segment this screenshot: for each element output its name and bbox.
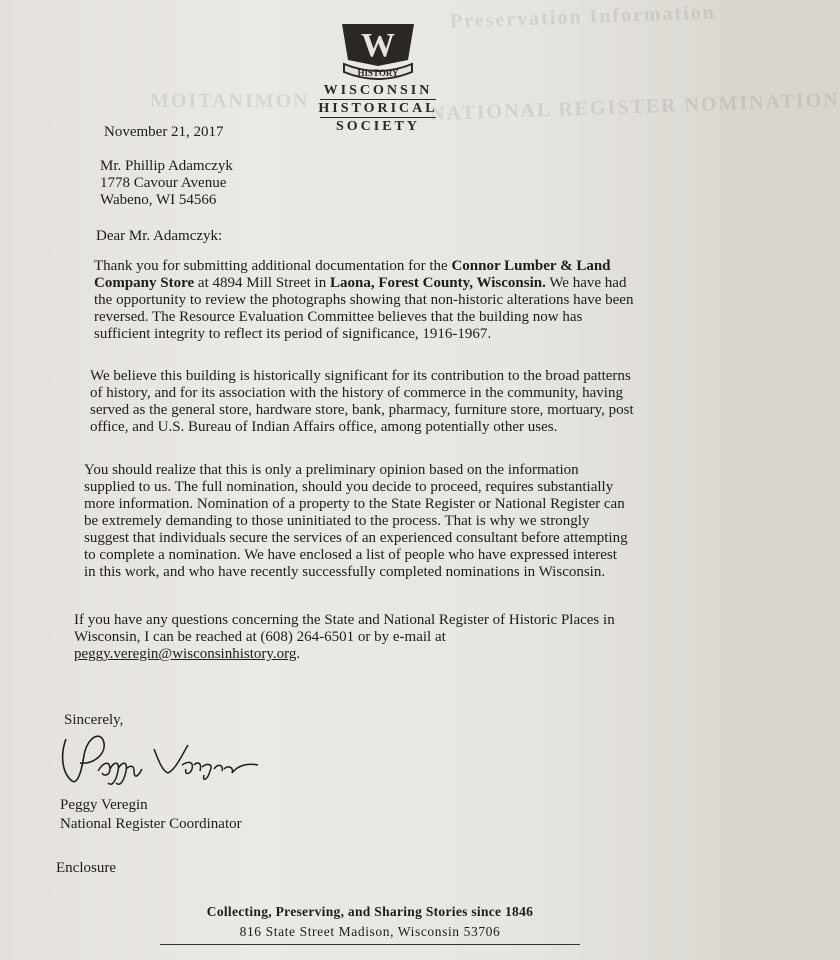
- paragraph-line: We believe this building is historically significant for its contribution to the broad patterns: [90, 368, 631, 384]
- paragraph-line: peggy.veregin@wisconsinhistory.org.: [74, 646, 301, 662]
- email-link[interactable]: peggy.veregin@wisconsinhistory.org: [74, 646, 297, 662]
- w-history-badge-icon: [328, 20, 428, 82]
- bleed-through-text: NATIONAL REGISTER NOMINATION: [429, 88, 840, 126]
- paragraph-line: Company Store at 4894 Mill Street in Laona, Forest County, Wisconsin. We have had: [94, 275, 627, 291]
- footer-tagline: Collecting, Preserving, and Sharing Stories since 1846: [206, 904, 534, 919]
- logo-wordmark-line: HISTORICAL: [318, 101, 438, 116]
- signer-block: [60, 796, 242, 834]
- wisconsin-historical-society-logo: [318, 20, 438, 135]
- paragraph-line: reversed. The Resource Evaluation Committee believes that the building now has: [94, 309, 583, 325]
- paragraph-line: the opportunity to review the photographs showing that non-historic alterations have been: [94, 292, 634, 308]
- paragraph-2: [90, 368, 634, 436]
- svg-text:HISTORY: HISTORY: [357, 68, 399, 78]
- paragraph-line: You should realize that this is only a preliminary opinion based on the information: [84, 462, 579, 478]
- logo-wordmark-line: WISCONSIN: [323, 83, 433, 98]
- paragraph-1: [94, 258, 633, 343]
- letterhead-footer: [180, 904, 560, 945]
- paragraph-line: Wisconsin, I can be reached at (608) 264-6501 or by e-mail at: [74, 629, 446, 645]
- svg-text:W: W: [361, 27, 395, 64]
- paragraph-3: [84, 462, 628, 581]
- paragraph-line: in this work, and who have recently successfully completed nominations in Wisconsin.: [84, 564, 606, 580]
- paragraph-line: be extremely demanding to those uninitiated to the process. That is why we strongly: [84, 513, 590, 529]
- paragraph-line: office, and U.S. Bureau of Indian Affairs office, among potentially other uses.: [90, 419, 558, 435]
- footer-address: 816 State Street Madison, Wisconsin 53706: [239, 924, 501, 939]
- paragraph-line: suggest that individuals secure the services of an experienced consultant before attempting: [84, 530, 628, 546]
- enclosure-note: Enclosure: [56, 860, 116, 876]
- signer-name: Peggy Veregin: [60, 797, 148, 813]
- letter-date: November 21, 2017: [104, 124, 224, 140]
- paragraph-line: sufficient integrity to reflect its period of significance, 1916-1967.: [94, 326, 492, 342]
- bleed-through-text: Preservation Information: [449, 1, 717, 33]
- recipient-address: [100, 158, 233, 209]
- address-line: 1778 Cavour Avenue: [100, 175, 227, 191]
- address-line: Wabeno, WI 54566: [100, 192, 217, 208]
- paragraph-line: to complete a nomination. We have enclosed a list of people who have expressed interest: [84, 547, 617, 563]
- handwritten-signature: [58, 725, 278, 795]
- bleed-through-text: MOITANIMON: [150, 90, 310, 112]
- paragraph-line: If you have any questions concerning the State and National Register of Historic Places in: [74, 612, 615, 628]
- logo-wordmark-line: SOCIETY: [335, 119, 421, 134]
- paragraph-line: of history, and for its association with the history of commerce in the community, having: [90, 385, 623, 401]
- paragraph-line: supplied to us. The full nomination, should you decide to proceed, requires substantially: [84, 479, 614, 495]
- address-line: Mr. Phillip Adamczyk: [100, 158, 233, 174]
- paragraph-line: served as the general store, hardware store, bank, pharmacy, furniture store, mortuary, post: [90, 402, 634, 418]
- paragraph-line: more information. Nomination of a property to the State Register or National Register can: [84, 496, 625, 512]
- salutation: Dear Mr. Adamczyk:: [96, 228, 223, 244]
- paragraph-4: [74, 612, 615, 663]
- footer-rule: [160, 944, 580, 945]
- signer-title: National Register Coordinator: [60, 816, 242, 832]
- closing: Sincerely,: [64, 712, 124, 728]
- paragraph-line: Thank you for submitting additional documentation for the Connor Lumber & Land: [94, 258, 611, 274]
